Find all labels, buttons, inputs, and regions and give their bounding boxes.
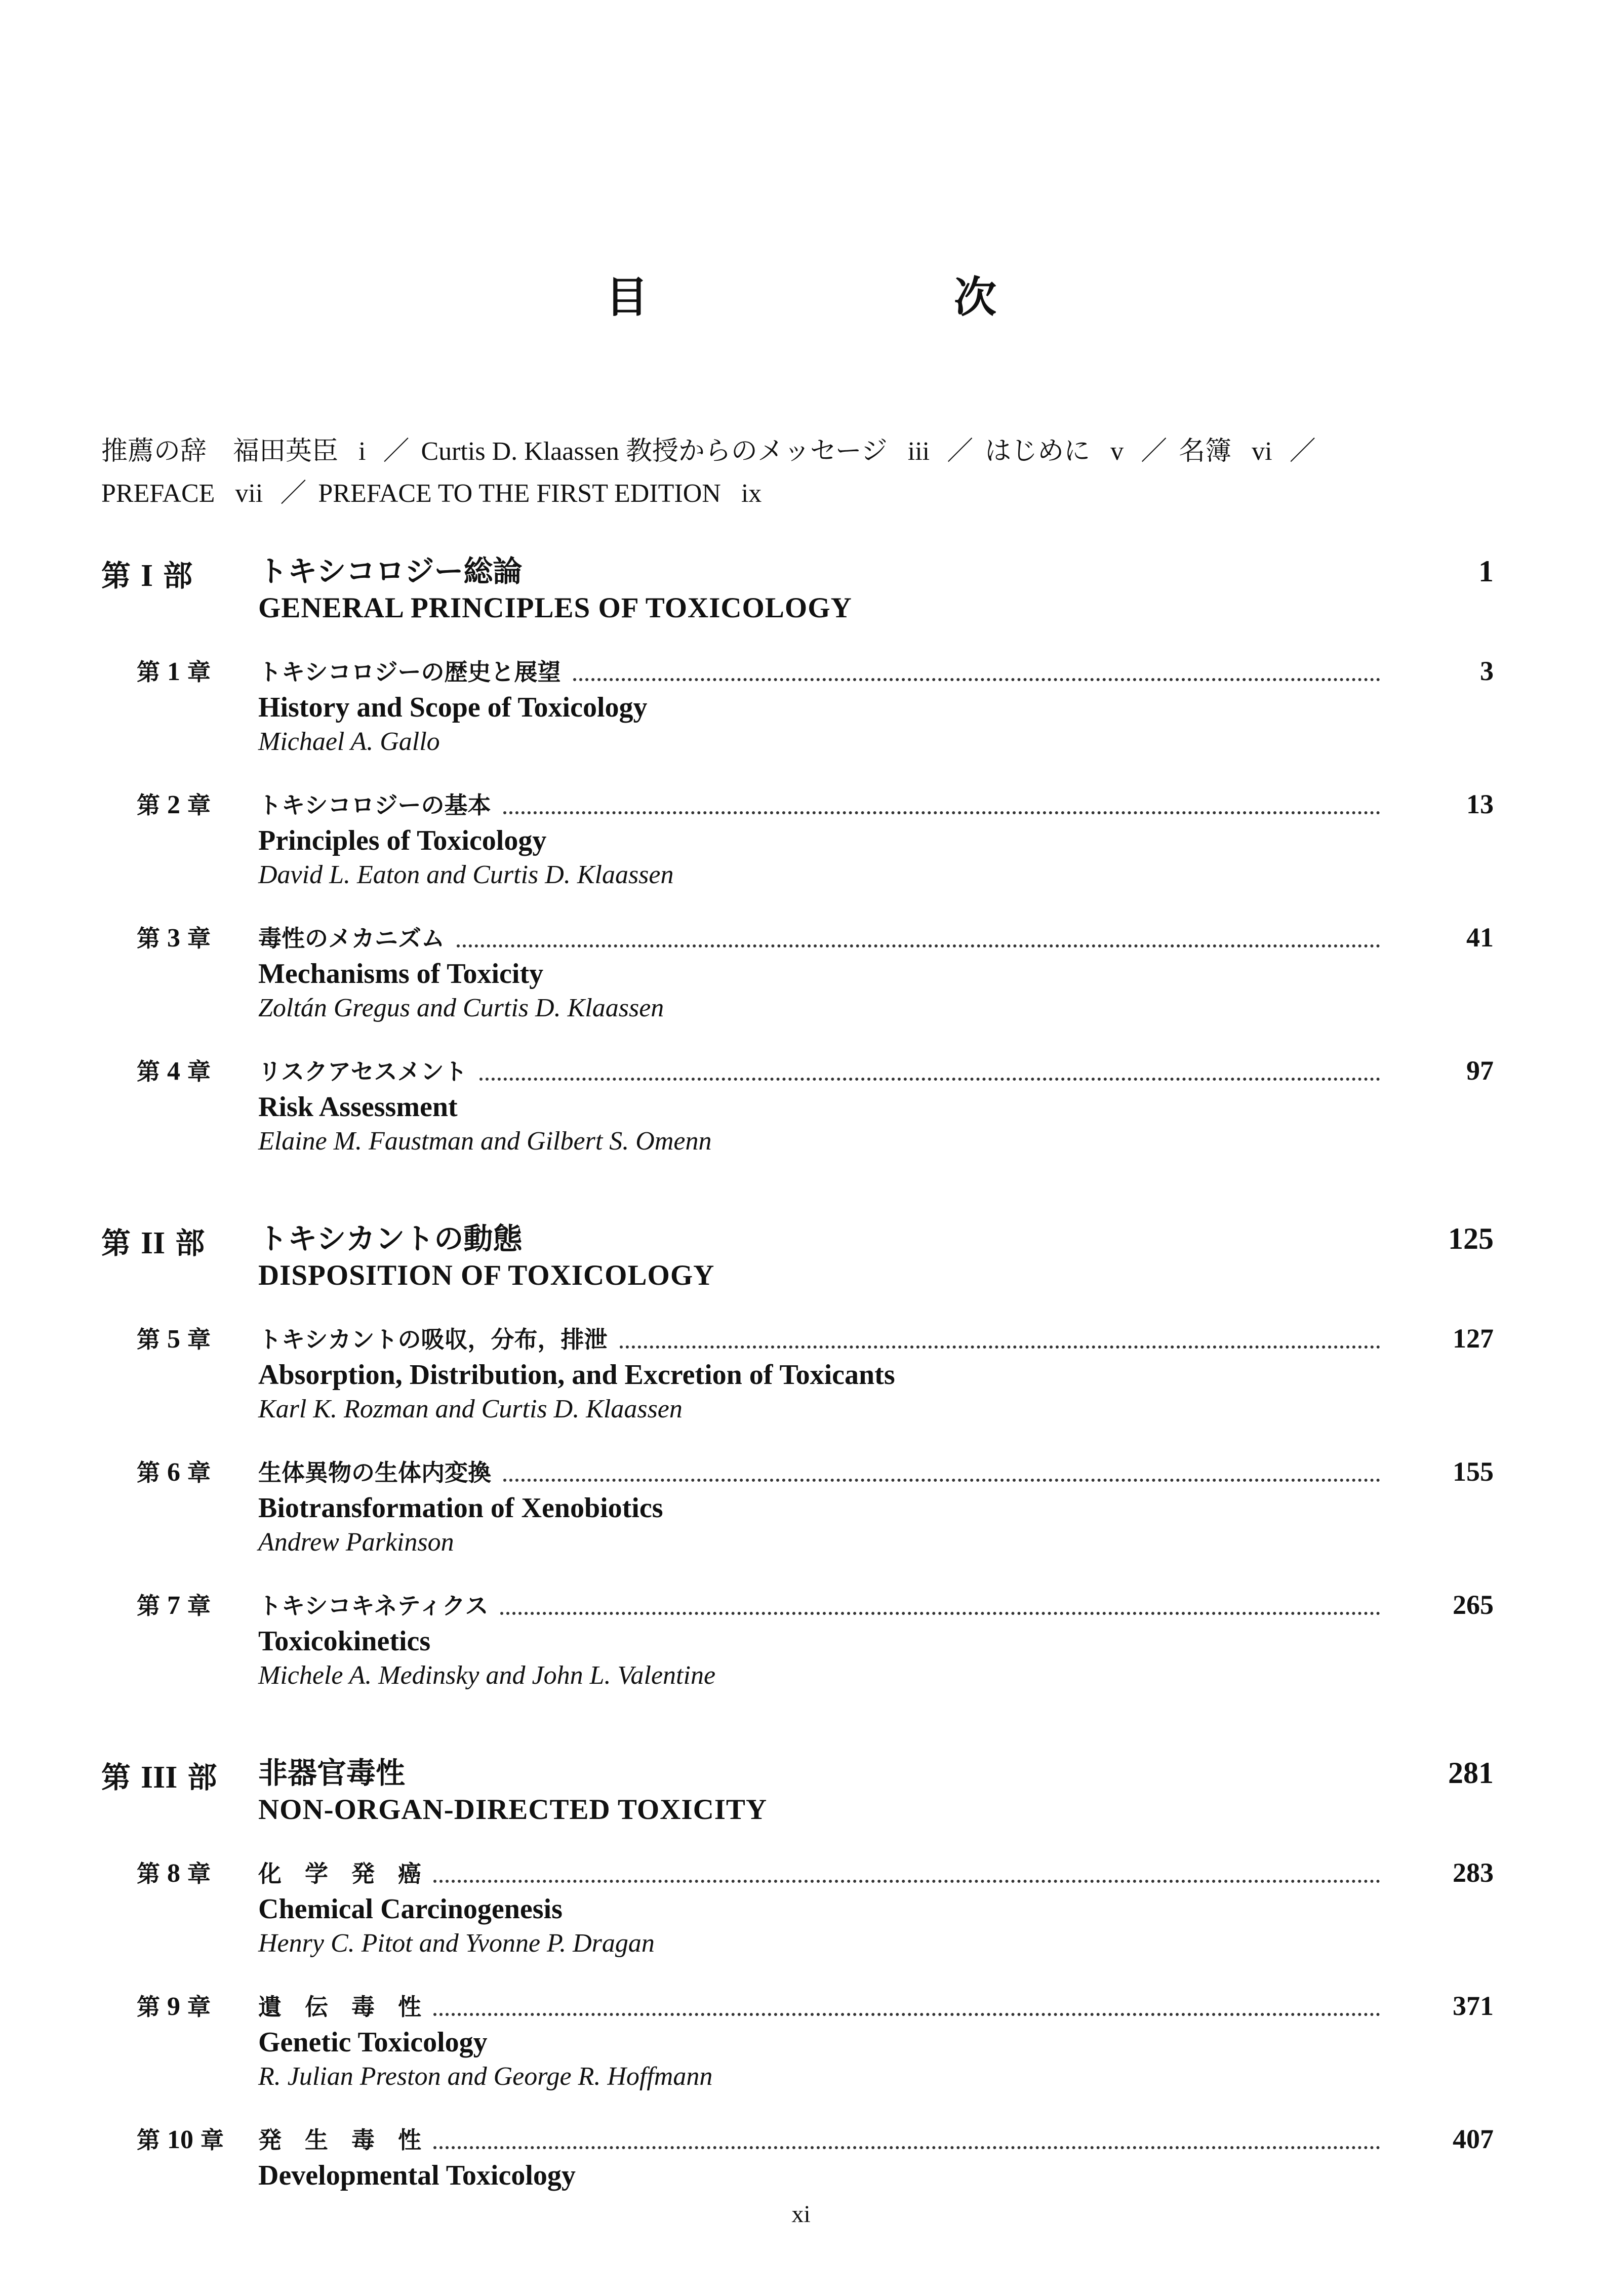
dot-leader	[503, 1463, 1380, 1482]
chapter-title-jp: トキシコロジーの歴史と展望	[258, 658, 561, 686]
chapter-title-jp: トキシカントの吸収，分布，排泄	[258, 1326, 608, 1353]
dot-leader	[433, 2131, 1380, 2149]
toc-part	[101, 552, 1494, 1159]
chapter-authors: David L. Eaton and Curtis D. Klaassen	[258, 860, 674, 889]
chapter-number: 6	[167, 1458, 180, 1487]
toc-chapter	[101, 1989, 1494, 2094]
chapter-title-en: Principles of Toxicology	[258, 825, 547, 856]
part-suffix: 部	[187, 1760, 217, 1795]
chapter-number: 5	[167, 1325, 180, 1354]
chapter-suffix: 章	[187, 1592, 211, 1619]
toc-chapter	[101, 920, 1494, 1025]
chapter-body	[258, 1053, 1494, 1159]
chapter-title-jp: トキシコキネティクス	[258, 1592, 489, 1619]
chapter-label	[101, 1321, 258, 1427]
part-heading	[101, 1219, 1494, 1293]
dot-leader	[433, 1998, 1380, 2016]
front-matter-entry: 名簿 vi	[1179, 437, 1272, 466]
chapter-page-number: 3	[1480, 656, 1494, 686]
chapter-suffix: 章	[187, 1459, 211, 1486]
chapter-title-en: Absorption, Distribution, and Excretion of Toxicants	[258, 1359, 895, 1391]
part-suffix: 部	[163, 559, 193, 593]
dot-leader	[620, 1330, 1380, 1349]
toc-part	[101, 1219, 1494, 1693]
part-prefix: 第	[101, 1760, 131, 1795]
part-label	[101, 1219, 258, 1262]
chapter-number: 4	[167, 1057, 180, 1086]
front-matter	[101, 430, 1509, 514]
chapter-suffix: 章	[187, 1058, 211, 1085]
chapter-title-en: Genetic Toxicology	[258, 2027, 488, 2058]
chapter-prefix: 第	[137, 1459, 160, 1486]
chapter-page-number: 13	[1466, 789, 1494, 819]
chapter-number: 3	[167, 924, 180, 953]
part-page-number: 125	[1448, 1222, 1494, 1255]
part-page-number: 281	[1448, 1756, 1494, 1790]
chapter-label	[101, 1855, 258, 1961]
toc-chapter	[101, 1588, 1494, 1693]
chapter-page-number: 407	[1453, 2124, 1494, 2154]
chapter-page-number: 97	[1466, 1055, 1494, 1086]
chapter-body	[258, 787, 1494, 892]
part-label	[101, 1754, 258, 1796]
toc-part	[101, 1754, 1494, 2193]
page-number: xi	[791, 2201, 811, 2228]
part-number: III	[141, 1760, 178, 1795]
chapter-title-row	[258, 1588, 1494, 1624]
chapter-number: 10	[167, 2125, 193, 2154]
chapter-authors: Zoltán Gregus and Curtis D. Klaassen	[258, 994, 664, 1022]
chapter-prefix: 第	[137, 1993, 160, 2021]
chapter-authors: Andrew Parkinson	[258, 1528, 454, 1557]
chapter-authors: Karl K. Rozman and Curtis D. Klaassen	[258, 1395, 683, 1423]
part-titles	[258, 552, 1392, 626]
chapter-page-number: 371	[1453, 1991, 1494, 2021]
part-title-en: GENERAL PRINCIPLES OF TOXICOLOGY	[258, 592, 852, 624]
chapter-page-number: 127	[1453, 1323, 1494, 1354]
chapter-title-row	[258, 1989, 1494, 2025]
toc-chapter	[101, 1855, 1494, 1961]
chapter-title-en: Risk Assessment	[258, 1091, 458, 1123]
dot-leader	[433, 1865, 1380, 1883]
chapter-page-number: 283	[1453, 1857, 1494, 1888]
chapter-title-row	[258, 787, 1494, 823]
chapter-label	[101, 654, 258, 759]
dot-leader	[500, 1597, 1380, 1615]
chapter-page-number: 265	[1453, 1590, 1494, 1620]
chapter-title-jp: 毒性のメカニズム	[258, 925, 445, 952]
front-matter-line-2: PREFACE vii ／ PREFACE TO THE FIRST EDITION ix	[101, 472, 1509, 514]
chapter-body	[258, 654, 1494, 759]
chapter-number: 9	[167, 1992, 180, 2021]
chapter-title-row	[258, 654, 1494, 690]
part-suffix: 部	[175, 1226, 205, 1260]
chapter-title-jp: トキシコロジーの基本	[258, 791, 491, 819]
chapter-title-jp: 発 生 毒 性	[258, 2126, 421, 2154]
chapter-number: 7	[167, 1591, 180, 1620]
chapter-title-jp: 生体異物の生体内変換	[258, 1459, 491, 1486]
chapter-suffix: 章	[187, 791, 211, 819]
chapter-title-jp: 化 学 発 癌	[258, 1860, 421, 1887]
chapter-title-row	[258, 1855, 1494, 1892]
toc-chapter	[101, 1454, 1494, 1560]
toc-chapter	[101, 654, 1494, 759]
dot-leader	[503, 796, 1380, 814]
toc-chapter	[101, 2122, 1494, 2193]
part-titles	[258, 1754, 1392, 1828]
chapter-label	[101, 1053, 258, 1159]
chapter-prefix: 第	[137, 791, 160, 819]
part-heading	[101, 1754, 1494, 1828]
chapter-body	[258, 1989, 1494, 2094]
chapter-body	[258, 1855, 1494, 1961]
chapter-title-en: Mechanisms of Toxicity	[258, 958, 544, 989]
chapter-authors: Elaine M. Faustman and Gilbert S. Omenn	[258, 1127, 712, 1156]
chapter-body	[258, 1588, 1494, 1693]
chapter-title-row	[258, 1053, 1494, 1090]
chapter-title-en: Chemical Carcinogenesis	[258, 1893, 563, 1925]
chapter-prefix: 第	[137, 1058, 160, 1085]
chapter-label	[101, 1588, 258, 1693]
chapter-prefix: 第	[137, 925, 160, 952]
part-title-jp: 非器官毒性	[258, 1756, 406, 1790]
part-title-jp: トキシコロジー総論	[258, 554, 523, 588]
front-matter-entry: はじめに v	[985, 437, 1124, 466]
chapter-title-en: Toxicokinetics	[258, 1626, 431, 1657]
chapter-page-number: 41	[1466, 922, 1494, 953]
chapter-title-row	[258, 1454, 1494, 1491]
chapter-label	[101, 920, 258, 1025]
chapter-authors: Henry C. Pitot and Yvonne P. Dragan	[258, 1929, 655, 1958]
chapter-prefix: 第	[137, 1860, 160, 1887]
chapter-body	[258, 1454, 1494, 1560]
chapter-suffix: 章	[187, 925, 211, 952]
front-matter-entry: PREFACE vii	[101, 479, 263, 508]
front-matter-entry: Curtis D. Klaassen 教授からのメッセージ iii	[421, 437, 930, 466]
part-heading	[101, 552, 1494, 626]
chapter-label	[101, 1454, 258, 1560]
chapter-suffix: 章	[187, 1326, 211, 1353]
chapter-number: 8	[167, 1859, 180, 1888]
chapter-prefix: 第	[137, 2126, 160, 2154]
chapter-suffix: 章	[187, 658, 211, 686]
front-matter-line-1: 推薦の辞 福田英臣 i ／ Curtis D. Klaassen 教授からのメッセージ iii ／ はじめに v ／ 名簿 vi ／	[101, 436, 1316, 466]
front-matter-entry: 推薦の辞 福田英臣 i	[101, 437, 366, 466]
part-titles	[258, 1219, 1392, 1293]
part-number: II	[141, 1226, 166, 1260]
chapter-title-en: Developmental Toxicology	[258, 2160, 576, 2191]
part-title-jp: トキシカントの動態	[258, 1221, 523, 1256]
chapter-title-row	[258, 920, 1494, 957]
part-number: I	[141, 559, 153, 593]
chapter-body	[258, 920, 1494, 1025]
chapter-authors: Michele A. Medinsky and John L. Valentine	[258, 1661, 716, 1690]
chapter-title-en: Biotransformation of Xenobiotics	[258, 1492, 663, 1524]
table-of-contents	[101, 552, 1494, 2193]
chapter-authors: R. Julian Preston and George R. Hoffmann	[258, 2062, 713, 2091]
chapter-label	[101, 2122, 258, 2193]
chapter-label	[101, 787, 258, 892]
dot-leader	[457, 929, 1380, 947]
toc-chapter	[101, 1053, 1494, 1159]
dot-leader	[573, 663, 1380, 681]
page-title: 目 次	[605, 272, 1128, 322]
chapter-title-row	[258, 1321, 1494, 1358]
chapter-body	[258, 1321, 1494, 1427]
chapter-suffix: 章	[187, 1860, 211, 1887]
part-page-number: 1	[1478, 555, 1494, 588]
chapter-suffix: 章	[187, 1993, 211, 2021]
chapter-number: 1	[167, 657, 180, 686]
chapter-suffix: 章	[201, 2126, 224, 2154]
chapter-label	[101, 1989, 258, 2094]
toc-chapter	[101, 1321, 1494, 1427]
part-title-en: NON-ORGAN-DIRECTED TOXICITY	[258, 1794, 768, 1826]
chapter-prefix: 第	[137, 1326, 160, 1353]
chapter-title-row	[258, 2122, 1494, 2158]
part-prefix: 第	[101, 559, 131, 593]
chapter-title-en: History and Scope of Toxicology	[258, 692, 648, 723]
dot-leader	[479, 1062, 1380, 1081]
part-title-en: DISPOSITION OF TOXICOLOGY	[258, 1259, 715, 1291]
chapter-authors: Michael A. Gallo	[258, 727, 440, 756]
part-prefix: 第	[101, 1226, 131, 1260]
chapter-number: 2	[167, 790, 180, 819]
front-matter-entry: PREFACE TO THE FIRST EDITION ix	[318, 479, 762, 508]
chapter-body	[258, 2122, 1494, 2193]
chapter-title-jp: リスクアセスメント	[258, 1058, 467, 1085]
chapter-prefix: 第	[137, 658, 160, 686]
chapter-page-number: 155	[1453, 1456, 1494, 1487]
part-label	[101, 552, 258, 595]
chapter-title-jp: 遺 伝 毒 性	[258, 1993, 421, 2021]
toc-chapter	[101, 787, 1494, 892]
chapter-prefix: 第	[137, 1592, 160, 1619]
